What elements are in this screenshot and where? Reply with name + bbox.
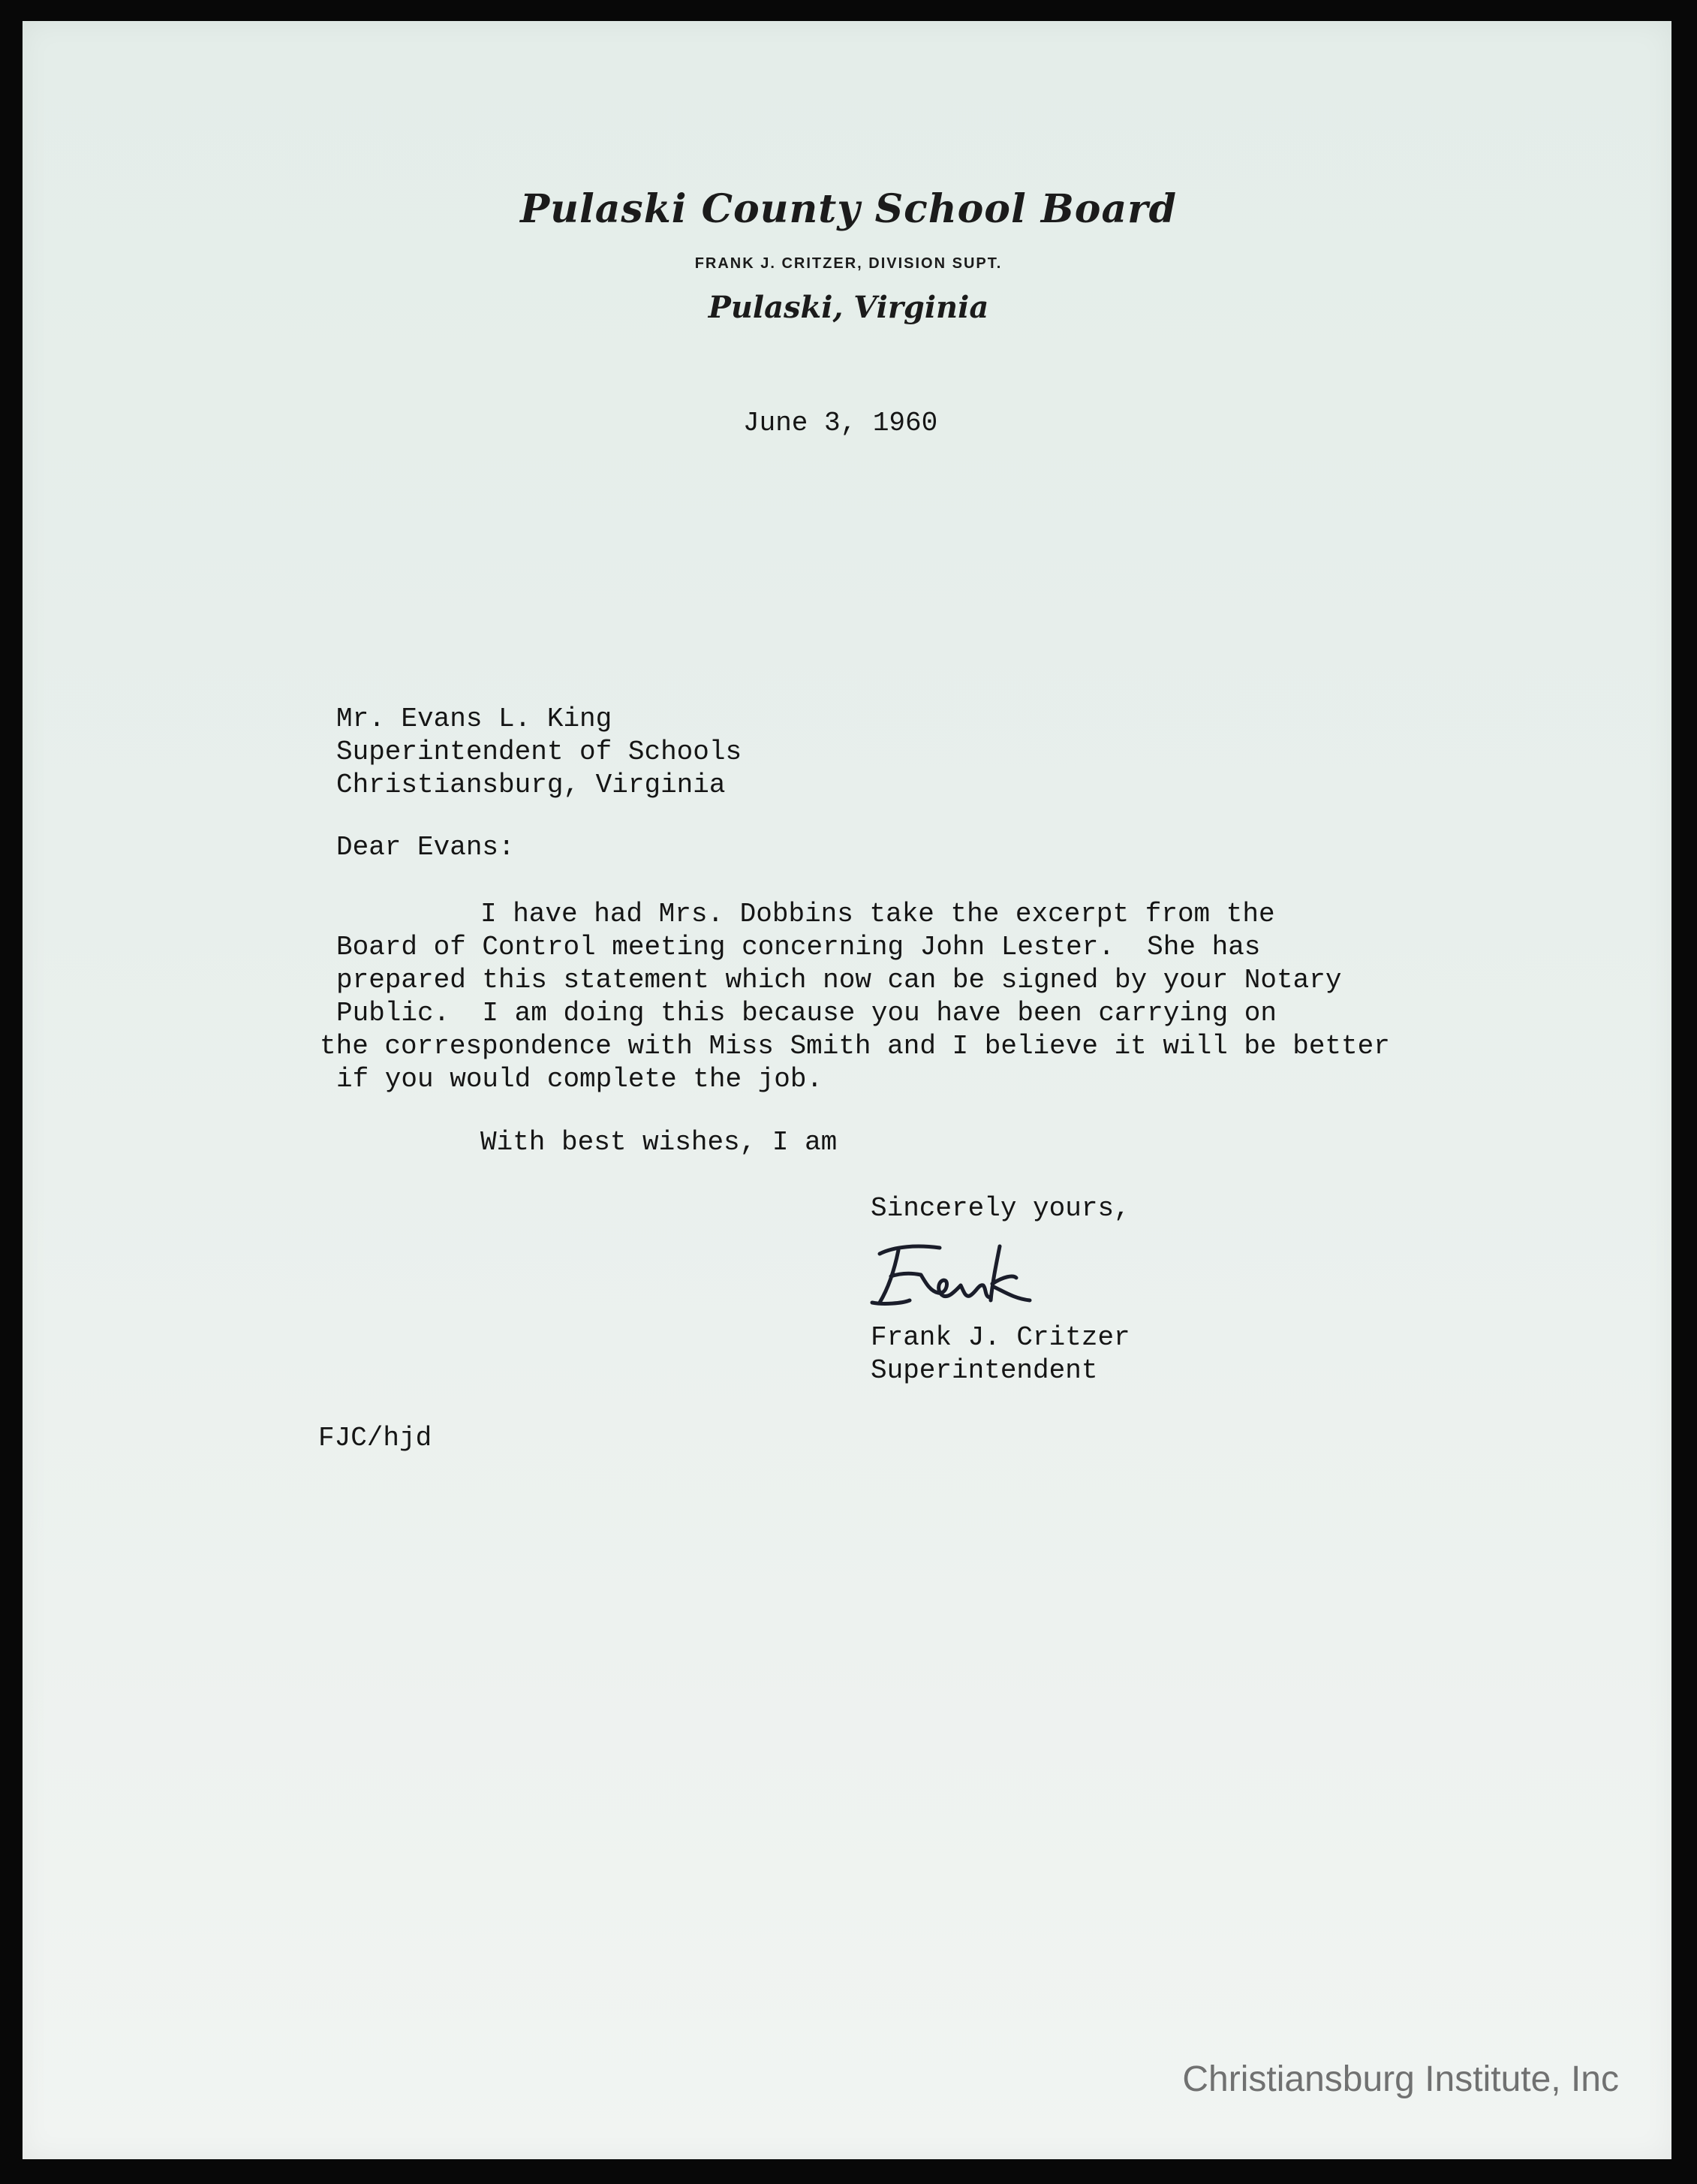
body-line-2: Board of Control meeting concerning John Lester. She has bbox=[336, 932, 1261, 962]
body-line-1: I have had Mrs. Dobbins take the excerpt from the bbox=[480, 899, 1275, 929]
reference-initials: FJC/hjd bbox=[318, 1423, 432, 1453]
letterhead-superintendent: FRANK J. CRITZER, DIVISION SUPT. bbox=[694, 255, 1003, 272]
letterhead-city: Pulaski, Virginia bbox=[708, 290, 989, 325]
complimentary-close: Sincerely yours, bbox=[871, 1193, 1130, 1224]
handwritten-signature bbox=[857, 1231, 1037, 1314]
closing-line: With best wishes, I am bbox=[480, 1127, 838, 1158]
recipient-title: Superintendent of Schools bbox=[336, 737, 742, 767]
body-line-3: prepared this statement which now can be signed by your Notary bbox=[336, 965, 1342, 996]
body-line-6: if you would complete the job. bbox=[336, 1064, 823, 1095]
signer-name: Frank J. Critzer bbox=[871, 1322, 1130, 1353]
recipient-address bbox=[336, 703, 742, 802]
letter-page bbox=[23, 21, 1671, 2159]
letter-date: June 3, 1960 bbox=[743, 408, 938, 438]
archive-watermark: Christiansburg Institute, Inc bbox=[1182, 2059, 1619, 2099]
body-line-4: Public. I am doing this because you have been carrying on bbox=[336, 998, 1277, 1029]
salutation: Dear Evans: bbox=[336, 832, 515, 863]
signer-block bbox=[871, 1321, 1130, 1387]
recipient-name: Mr. Evans L. King bbox=[336, 703, 612, 734]
body-line-5: the correspondence with Miss Smith and I believe it will be better bbox=[320, 1031, 1390, 1062]
signer-title: Superintendent bbox=[871, 1355, 1098, 1386]
recipient-city: Christiansburg, Virginia bbox=[336, 770, 726, 800]
letterhead-title: Pulaski County School Board bbox=[520, 186, 1177, 232]
